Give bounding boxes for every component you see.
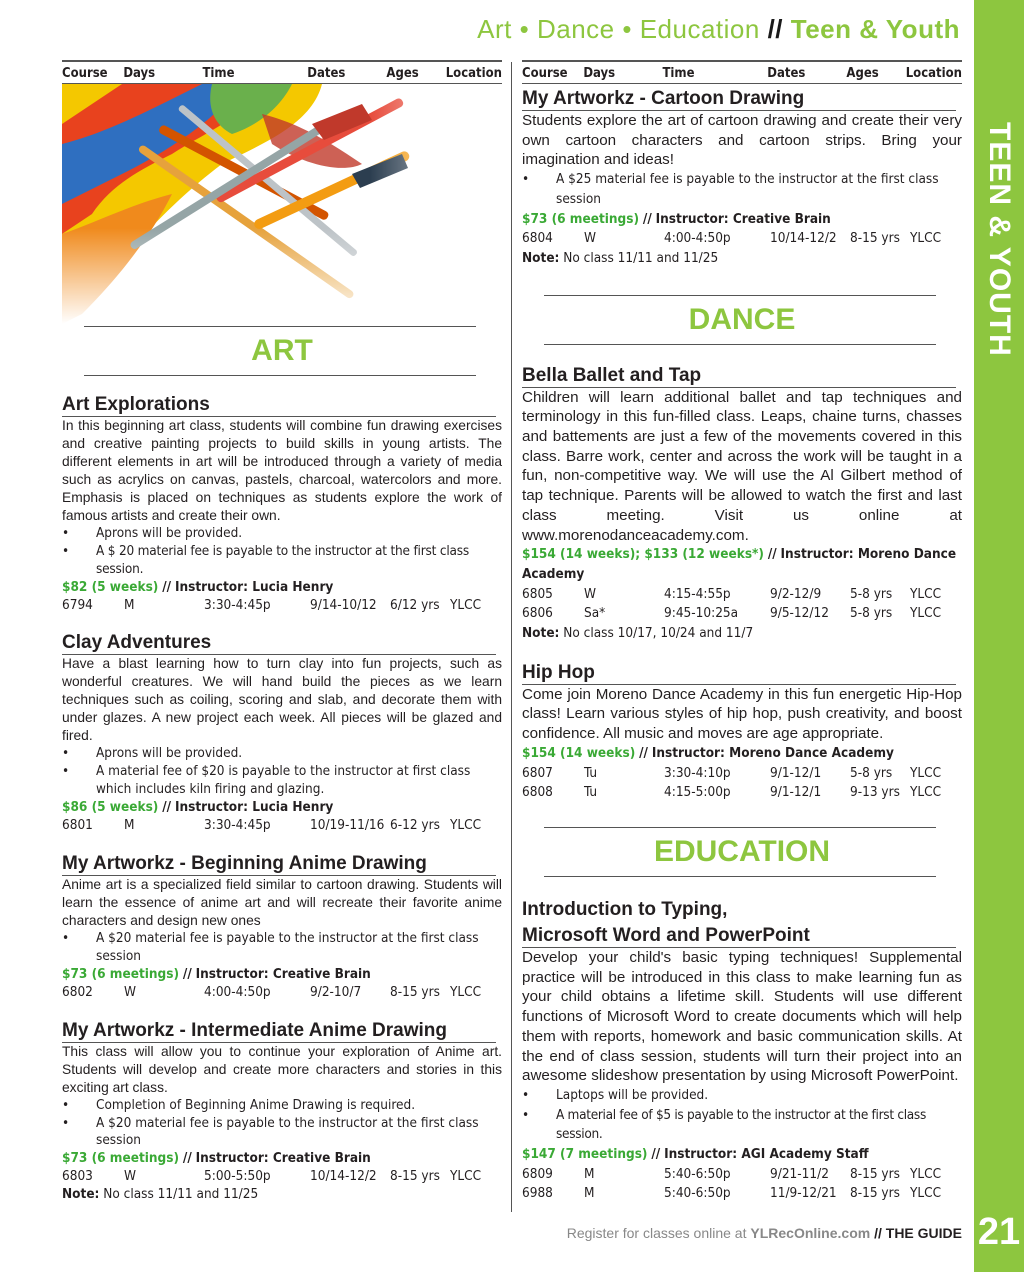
- col-ages: Ages: [386, 65, 419, 81]
- row-time: 5:00-5:50p: [204, 1168, 271, 1185]
- row-dates: 9/5-12/12: [770, 605, 829, 622]
- row-dates: 9/1-12/1: [770, 764, 822, 781]
- row-dates: 9/14-10/12: [310, 596, 377, 613]
- rule: [84, 375, 476, 376]
- row-dates: 10/14-12/2: [770, 230, 837, 247]
- fee-separator: //: [651, 1146, 661, 1163]
- note-text: No class 10/17, 10/24 and 11/7: [563, 625, 754, 642]
- bullet-item: • Laptops will be provided.: [522, 1086, 962, 1106]
- rule: [544, 876, 936, 877]
- course-description: Anime art is a specialized field similar to cartoon drawing. Students will learn the essence of anime art and will recreate their favorite anime characters and design new ones: [62, 877, 502, 928]
- price: $73 (6 meetings): [62, 965, 180, 982]
- course-bella-ballet: [522, 365, 962, 644]
- header-section: Teen & Youth: [790, 14, 960, 44]
- row-location: YLCC: [910, 764, 942, 781]
- row-location: YLCC: [910, 585, 942, 602]
- course-cartoon-drawing: [522, 88, 962, 269]
- price: $86 (5 weeks): [62, 799, 159, 816]
- section-title-education: [522, 827, 962, 877]
- bullet-item: • Aprons will be provided.: [62, 745, 502, 763]
- row-time: 3:30-4:10p: [664, 764, 731, 781]
- row-location: YLCC: [910, 784, 942, 801]
- row-course: 6801: [62, 817, 93, 834]
- section-title-art-label: ART: [251, 334, 313, 367]
- col-days: Days: [123, 65, 156, 81]
- footer-text: Register for classes online at: [566, 1225, 747, 1241]
- row-time: 4:00-4:50p: [204, 983, 271, 1000]
- fee-line: [62, 1150, 502, 1168]
- section-title-dance: [522, 295, 962, 345]
- course-beginning-anime: [62, 853, 502, 1002]
- note-text: No class 11/11 and 11/25: [563, 249, 719, 266]
- rule: [544, 295, 936, 296]
- fee-line: [62, 579, 502, 597]
- note: [522, 624, 962, 644]
- course-title: Clay Adventures: [62, 632, 496, 655]
- fee-separator: //: [639, 744, 648, 761]
- bullet-list: [62, 1097, 502, 1151]
- column-header: [62, 60, 502, 84]
- row-dates: 11/9-12/21: [770, 1185, 837, 1202]
- row-course: 6804: [522, 230, 553, 247]
- row-ages: 6/12 yrs: [390, 596, 440, 613]
- course-intro-typing: [522, 895, 962, 1204]
- schedule-row: [522, 229, 962, 249]
- course-title: Bella Ballet and Tap: [522, 365, 956, 388]
- page-footer: [567, 1225, 962, 1241]
- fee-line: [522, 744, 962, 764]
- instructor: Instructor: Creative Brain: [195, 1150, 371, 1167]
- footer-separator: //: [874, 1225, 882, 1241]
- column-header: [522, 60, 962, 84]
- schedule-row: [522, 585, 962, 605]
- course-title: Introduction to Typing,: [522, 898, 728, 920]
- bullet-list: [62, 930, 502, 966]
- schedule-row: [522, 783, 962, 803]
- row-days: W: [584, 230, 597, 247]
- schedule-row: [62, 1168, 502, 1186]
- bullet-item: • Aprons will be provided.: [62, 525, 502, 543]
- course-title: Hip Hop: [522, 662, 956, 685]
- row-dates: 10/19-11/16: [310, 817, 385, 834]
- instructor: Instructor: AGI Academy Staff: [664, 1146, 869, 1163]
- row-ages: 8-15 yrs: [390, 983, 440, 1000]
- schedule-row: [62, 984, 502, 1002]
- row-dates: 9/1-12/1: [770, 784, 822, 801]
- paintbrush-illustration: [62, 84, 502, 324]
- schedule-row: [62, 597, 502, 615]
- header-dot: •: [622, 14, 632, 44]
- row-time: 5:40-6:50p: [664, 1165, 731, 1182]
- row-ages: 8-15 yrs: [850, 1185, 900, 1202]
- course-description: Students explore the art of cartoon drawing and create their very own cartoon characters and cartoon strips. Bring your imagination and ideas!: [522, 112, 962, 169]
- price: $82 (5 weeks): [62, 578, 159, 595]
- instructor: Instructor: Creative Brain: [195, 965, 371, 982]
- row-ages: 5-8 yrs: [850, 605, 893, 622]
- col-course: Course: [62, 65, 108, 81]
- row-dates: 9/2-12/9: [770, 585, 822, 602]
- fee-separator: //: [162, 578, 172, 595]
- course-description: This class will allow you to continue your exploration of Anime art. Students will develop and create more characters and stories in this exciting art class.: [62, 1043, 502, 1095]
- price: $147 (7 meetings): [522, 1146, 648, 1163]
- col-ages: Ages: [846, 65, 879, 81]
- fee-separator: //: [767, 546, 777, 563]
- header-category-dance: Dance: [536, 14, 615, 44]
- row-days: M: [124, 817, 135, 834]
- row-time: 4:15-4:55p: [664, 585, 731, 602]
- bullet-item: • A $ 20 material fee is payable to the instructor at the first class session.: [62, 543, 502, 579]
- instructor: Instructor: Moreno Dance Academy: [522, 546, 957, 582]
- row-days: W: [124, 983, 137, 1000]
- row-location: YLCC: [450, 596, 482, 613]
- course-title: My Artworkz - Cartoon Drawing: [522, 88, 956, 111]
- side-bar: [974, 0, 1024, 1272]
- note-label: Note:: [522, 625, 560, 642]
- instructor: Instructor: Moreno Dance Academy: [651, 744, 894, 761]
- instructor: Instructor: Creative Brain: [655, 210, 831, 227]
- column-divider: [511, 62, 512, 1212]
- row-time: 3:30-4:45p: [204, 817, 271, 834]
- bullet-item: • A $20 material fee is payable to the instructor at the first class session: [62, 1115, 502, 1151]
- bullet-list: [522, 170, 962, 209]
- row-location: YLCC: [910, 1165, 942, 1182]
- fee-line: [62, 966, 502, 984]
- row-days: W: [584, 585, 597, 602]
- row-time: 3:30-4:45p: [204, 596, 271, 613]
- row-days: Tu: [584, 764, 598, 781]
- row-ages: 8-15 yrs: [850, 1165, 900, 1182]
- note-label: Note:: [522, 249, 560, 266]
- footer-guide-label: THE GUIDE: [885, 1225, 962, 1241]
- row-dates: 10/14-12/2: [310, 1168, 377, 1185]
- course-hip-hop: [522, 662, 962, 803]
- note: [62, 1186, 502, 1204]
- row-course: 6802: [62, 983, 93, 1000]
- course-description: In this beginning art class, students will combine fun drawing exercises and creative painting projects to build skills in young artists. The different elements in art will be introduced through a variety of media such as acrylics on canvas, pastels, charcoal, watercolors and more. Emphasis is placed on techniques as students explore the work of famous artists and create their own.: [62, 418, 502, 523]
- left-column: [62, 60, 502, 1204]
- fee-separator: //: [162, 799, 172, 816]
- col-course: Course: [522, 65, 568, 81]
- course-description: Develop your child's basic typing techniques! Supplemental practice will be introduced in this class to make learning fun as your child obtains a lifetime skill. Students will use different functions of Microsoft Word to create documents which will help them with reports, homework and basic communication skills. At the end of class session, students will turn their project into an awesome slideshow presentation by using Microsoft PowerPoint.: [522, 948, 962, 1085]
- rule: [84, 326, 476, 327]
- course-clay-adventures: [62, 632, 502, 835]
- course-description: Have a blast learning how to turn clay into fun projects, such as wonderful creatures. We will hand build the pieces as we learn techniques such as coiling, scoring and slab, and decorate them with under glazes. A new project each week. All pieces will be glazed and fired.: [62, 656, 502, 744]
- row-dates: 9/2-10/7: [310, 983, 362, 1000]
- row-location: YLCC: [910, 230, 942, 247]
- row-ages: 5-8 yrs: [850, 585, 893, 602]
- row-time: 4:15-5:00p: [664, 784, 731, 801]
- bullet-item: • A material fee of $20 is payable to the instructor at first class which includes kiln firing and glazing.: [62, 763, 502, 799]
- col-dates: Dates: [767, 65, 806, 81]
- row-course: 6809: [522, 1165, 553, 1182]
- fee-separator: //: [182, 965, 192, 982]
- schedule-row: [62, 817, 502, 835]
- section-title-education-label: EDUCATION: [653, 834, 831, 868]
- note: [522, 249, 962, 269]
- price: $154 (14 weeks): [522, 744, 636, 761]
- row-location: YLCC: [910, 1185, 942, 1202]
- row-time: 5:40-6:50p: [664, 1185, 731, 1202]
- course-title: My Artworkz - Intermediate Anime Drawing: [62, 1020, 496, 1043]
- instructor: Instructor: Lucia Henry: [174, 799, 334, 816]
- col-time: Time: [202, 65, 235, 81]
- col-days: Days: [583, 65, 616, 81]
- price: $73 (6 meetings): [62, 1150, 180, 1167]
- price: $154 (14 weeks); $133 (12 weeks*): [522, 546, 764, 563]
- row-course: 6794: [62, 596, 93, 613]
- schedule-row: [522, 1184, 962, 1204]
- note-text: No class 11/11 and 11/25: [103, 1186, 259, 1203]
- header-dot: •: [519, 14, 530, 44]
- header-category-education: Education: [639, 14, 760, 44]
- row-days: W: [124, 1168, 137, 1185]
- section-title-art: [62, 326, 502, 376]
- course-art-explorations: [62, 394, 502, 614]
- col-location: Location: [905, 65, 963, 81]
- schedule-row: [522, 1165, 962, 1185]
- row-days: M: [584, 1185, 595, 1202]
- bullet-item: • A material fee of $5 is payable to the instructor at the first class session.: [522, 1106, 962, 1145]
- right-column: [522, 60, 962, 1204]
- fee-line: [522, 210, 962, 230]
- header-category-art: Art: [477, 14, 512, 44]
- price: $73 (6 meetings): [522, 210, 640, 227]
- course-description: Come join Moreno Dance Academy in this fun energetic Hip-Hop class! Learn various styles of hip hop, push creativity, and boost confidence. All music and moves are age appropriate.: [522, 685, 962, 743]
- course-intermediate-anime: [62, 1020, 502, 1205]
- row-dates: 9/21-11/2: [770, 1165, 829, 1182]
- row-time: 4:00-4:50p: [664, 230, 731, 247]
- course-title: Art Explorations: [62, 394, 496, 417]
- bullet-list: [62, 525, 502, 579]
- row-days: M: [124, 596, 135, 613]
- fee-line: [522, 545, 962, 584]
- schedule-row: [522, 604, 962, 624]
- row-time: 9:45-10:25a: [664, 605, 739, 622]
- row-days: Tu: [584, 784, 598, 801]
- rule: [544, 344, 936, 345]
- course-description: Children will learn additional ballet and tap techniques and terminology in this fun-filled class. Leaps, chaine turns, chasses and battements are just a few of the movements covered in this class. Barre work, center and across the work will be taught in a fun, non-competitive way. We will use the Al Gilbert method of tap technique. Parents will be allowed to watch the first and last class meeting. Visit us online at www.morenodanceacademy.com.: [522, 388, 962, 544]
- row-location: YLCC: [450, 1168, 482, 1185]
- fee-line: [62, 799, 502, 817]
- bullet-item: • Completion of Beginning Anime Drawing is required.: [62, 1097, 502, 1115]
- row-location: YLCC: [450, 983, 482, 1000]
- row-ages: 9-13 yrs: [850, 784, 900, 801]
- row-ages: 8-15 yrs: [390, 1168, 440, 1185]
- side-label: TEEN & YOUTH: [983, 122, 1016, 357]
- paintbrush-image: [62, 84, 502, 384]
- col-time: Time: [662, 65, 695, 81]
- row-location: YLCC: [450, 817, 482, 834]
- page-header: [477, 14, 960, 45]
- fee-line: [522, 1145, 962, 1165]
- instructor: Instructor: Lucia Henry: [174, 578, 334, 595]
- row-location: YLCC: [910, 605, 942, 622]
- col-dates: Dates: [307, 65, 346, 81]
- row-course: 6807: [522, 764, 553, 781]
- rule: [544, 827, 936, 828]
- bullet-item: • A $20 material fee is payable to the instructor at the first class session: [62, 930, 502, 966]
- row-course: 6806: [522, 605, 553, 622]
- row-course: 6988: [522, 1185, 553, 1202]
- schedule-row: [522, 764, 962, 784]
- row-days: M: [584, 1165, 595, 1182]
- fee-separator: //: [642, 210, 652, 227]
- row-days: Sa*: [584, 605, 606, 622]
- bullet-list: [522, 1086, 962, 1145]
- fee-separator: //: [182, 1150, 192, 1167]
- col-location: Location: [445, 65, 503, 81]
- page-number: 21: [977, 1211, 1021, 1253]
- bullet-list: [62, 745, 502, 799]
- bullet-item: • A $25 material fee is payable to the instructor at the first class session: [522, 170, 962, 209]
- row-ages: 5-8 yrs: [850, 764, 893, 781]
- row-course: 6805: [522, 585, 553, 602]
- row-ages: 8-15 yrs: [850, 230, 900, 247]
- course-title: My Artworkz - Beginning Anime Drawing: [62, 853, 496, 876]
- row-ages: 6-12 yrs: [390, 817, 440, 834]
- note-label: Note:: [62, 1186, 100, 1203]
- footer-website-link[interactable]: YLRecOnline.com: [750, 1225, 871, 1241]
- row-course: 6808: [522, 784, 553, 801]
- header-separator: //: [767, 14, 784, 44]
- section-title-dance-label: DANCE: [688, 302, 796, 336]
- row-course: 6803: [62, 1168, 93, 1185]
- course-title-line2: Microsoft Word and PowerPoint: [522, 925, 956, 948]
